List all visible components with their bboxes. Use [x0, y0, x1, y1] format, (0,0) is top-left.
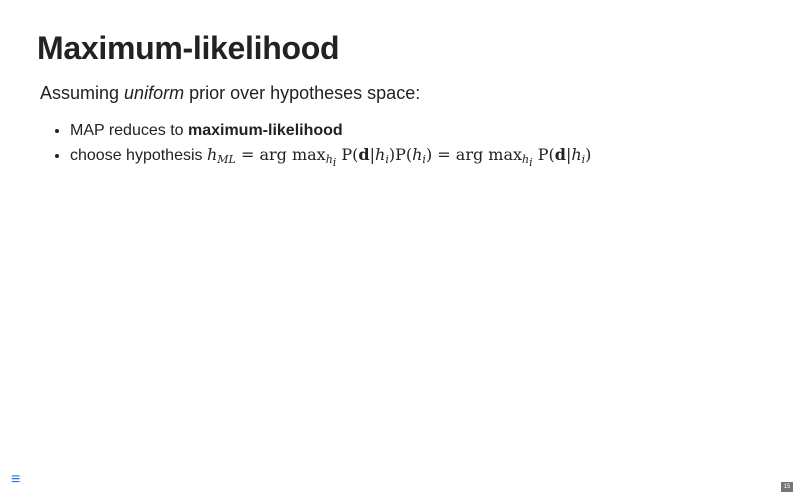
- formula-argmax1-subsub: i: [332, 156, 337, 169]
- bullet-text: MAP reduces to: [70, 122, 188, 139]
- bullet-choose-hypothesis: [70, 143, 591, 168]
- ml-formula: [206, 145, 592, 169]
- formula-d: d: [358, 145, 370, 164]
- formula-argmax2-subsub: i: [529, 156, 533, 169]
- bullet-list: [52, 119, 591, 168]
- bullet-bold: maximum-likelihood: [187, 122, 343, 139]
- formula-bar: |: [369, 145, 375, 164]
- bullet-map-reduces: [70, 119, 591, 143]
- formula-argmax1-sub: h: [325, 153, 333, 166]
- formula-h2-sub: i: [422, 153, 426, 166]
- formula-argmax1: arg max: [259, 145, 326, 164]
- formula-h2: h: [412, 145, 423, 164]
- bullet-text: choose hypothesis: [70, 147, 207, 164]
- formula-term1-open: P(: [336, 145, 359, 164]
- formula-argmax2-sub: h: [522, 153, 530, 166]
- formula-term1-close: ): [388, 145, 396, 164]
- page-number: 15: [781, 482, 793, 492]
- formula-h3: h: [571, 145, 582, 164]
- formula-p2-close: ): [425, 145, 433, 164]
- intro-prefix: Assuming: [40, 83, 125, 103]
- formula-h: h: [206, 145, 218, 164]
- formula-hi: h: [375, 145, 386, 164]
- intro-suffix: prior over hypotheses space:: [184, 83, 421, 103]
- formula-hi-sub: i: [385, 153, 389, 166]
- formula-bar3: |: [565, 145, 572, 164]
- formula-d3: d: [554, 145, 566, 164]
- formula-term3-open: P(: [532, 145, 555, 164]
- formula-term3-close: ): [585, 145, 592, 164]
- slide-title: Maximum-likelihood: [37, 30, 340, 66]
- formula-h-sub: ML: [217, 153, 236, 166]
- menu-icon[interactable]: ≡: [11, 471, 21, 488]
- intro-text: [40, 83, 420, 104]
- formula-argmax2: arg max: [455, 145, 523, 164]
- formula-p2-open: P(: [395, 145, 413, 164]
- formula-eq2: =: [432, 145, 456, 164]
- formula-h3-sub: i: [581, 153, 586, 166]
- formula-eq1: =: [235, 145, 260, 164]
- intro-emphasis: uniform: [124, 83, 185, 103]
